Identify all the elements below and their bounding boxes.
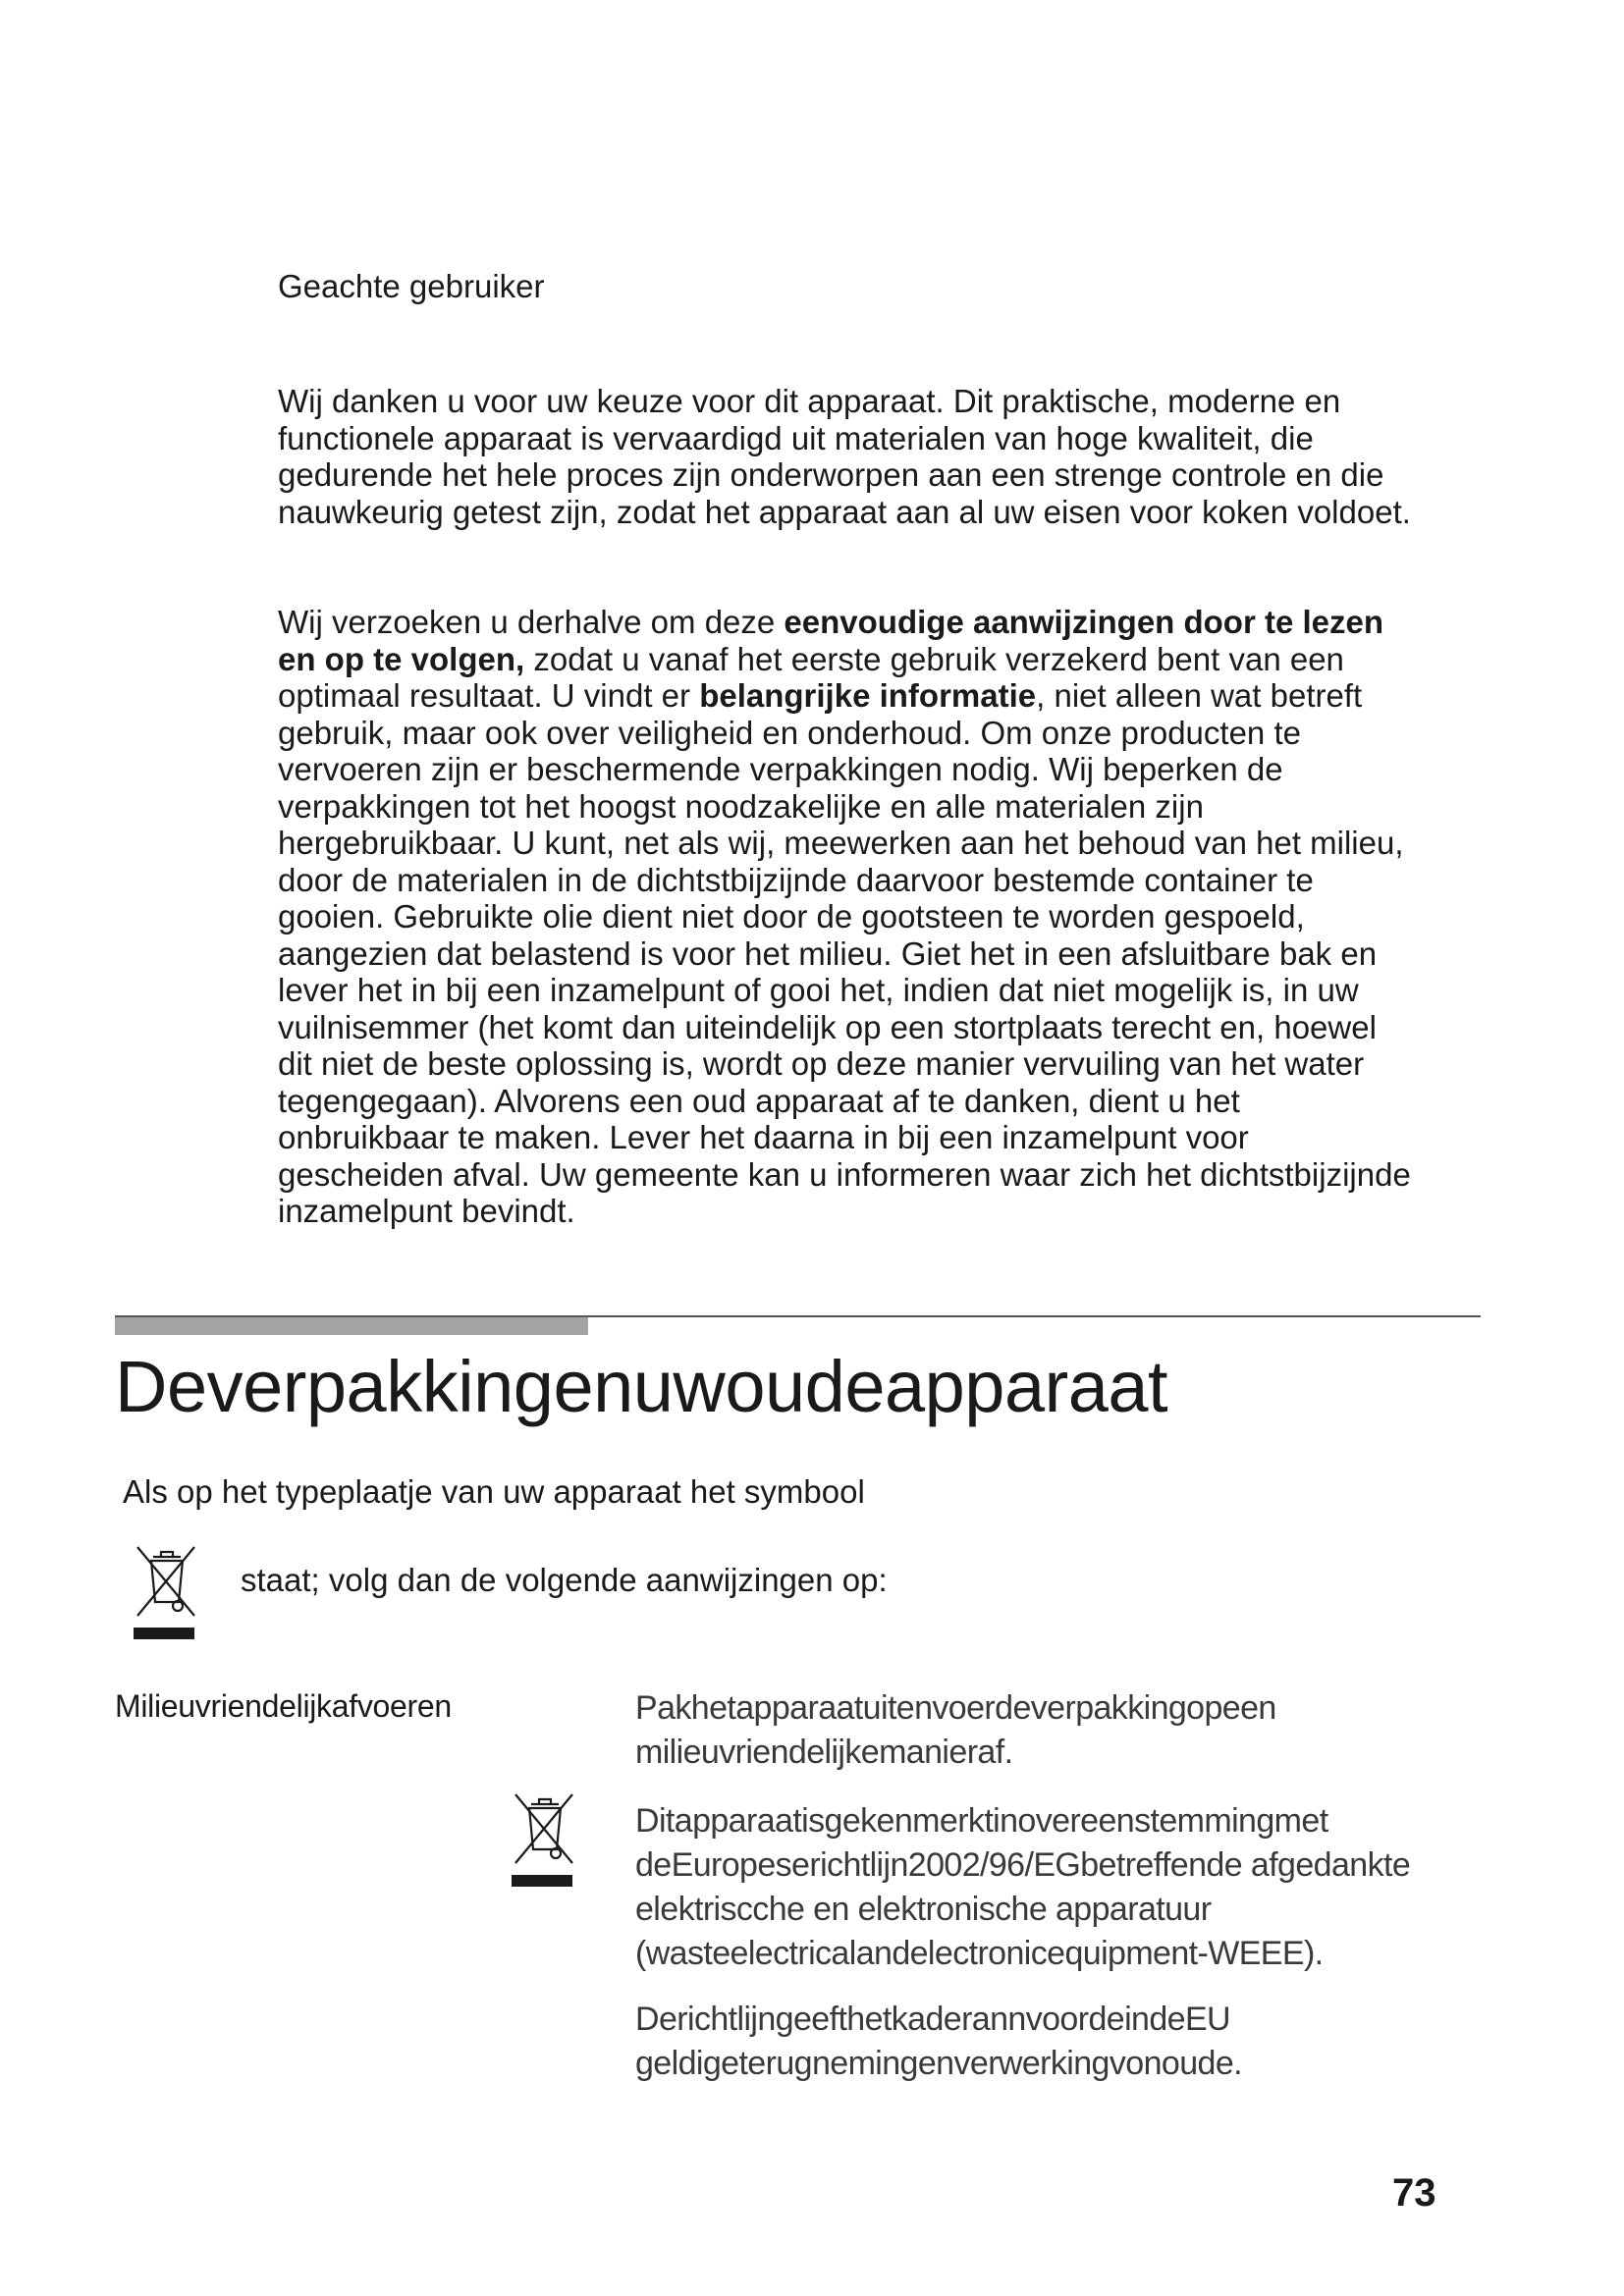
symbol-follow-text: staat; volg dan de volgende aanwijzingen op:: [241, 1562, 888, 1598]
disposal-paragraph-1: Pakhetapparaatuitenvoerdeverpakkingopeen milieuvriendelijkemanieraf.: [635, 1689, 1276, 1771]
side-heading: Milieuvriendelijkafvoeren: [115, 1688, 452, 1724]
page-number: 73: [1392, 2171, 1436, 2215]
intro-paragraph: Wij danken u voor uw keuze voor dit apparaat. Dit praktische, moderne en functionele apparaat is vervaardigd uit materialen van hoge kwaliteit, die gedurende het hele proces zijn onderworpen aan een strenge controle en die nauwkeurig getest zijn, zodat het apparaat aan al uw eisen voor koken voldoet.: [278, 383, 1411, 530]
section-title: Deverpakkingenuwoudeapparaat: [115, 1346, 1168, 1427]
crossed-out-wheelie-bin-icon: [508, 1789, 578, 1891]
symbol-intro-text: Als op het typeplaatje van uw apparaat het symbool: [123, 1473, 865, 1510]
body-text-part1: Wij verzoeken u derhalve om deze: [278, 604, 785, 640]
body-text-part3: , niet alleen wat betreft gebruik, maar ook over veiligheid en onderhoud. Om onze producten te vervoeren zijn er beschermende verpakkingen nodig. Wij beperken de verpakkingen tot het hoogst noodzakelijke en alle materialen zijn hergebruikbaar. U kunt, net als wij, meewerken aan het behoud van het milieu, door de materialen in de dichtstbijzijnde daarvoor bestemde container te gooien. Gebruikte olie dient niet door de gootsteen te worden gespoeld, aangezien dat belastend is voor het milieu. Giet het in een afsluitbare bak en lever het in bij een inzamelpunt of gooi het, indien dat niet mogelijk is, in uw vuilnisemmer (het komt dan uiteindelijk op een stortplaats terecht en, hoewel dit niet de beste oplossing is, wordt op deze manier vervuiling van het water tegengegaan). Alvorens een oud apparaat af te danken, dient u het onbruikbaar te maken. Lever het daarna in bij een inzamelpunt voor gescheiden afval. Uw gemeente kan u informeren waar zich het dichtstbijzijnde inzamelpunt bevindt.: [278, 677, 1411, 1229]
greeting: Geachte gebruiker: [278, 268, 545, 304]
instructions-paragraph: [278, 604, 1417, 1230]
section-divider-accent: [115, 1317, 588, 1335]
body-text-bold1: eenvoudige aanwijzingen door te lezen en op te volgen,: [278, 604, 1384, 677]
disposal-paragraph-3: DerichtlijngeefthetkaderannvoordeindeEU geldigeterugnemingenverwerkingvonoude.: [635, 2001, 1242, 2082]
body-text-bold2: belangrijke informatie: [699, 677, 1037, 714]
disposal-paragraph-2: Ditapparaatisgekenmerktinovereenstemmingmet deEuropeserichtlijn2002/96/EGbetreffende afgedankte elektriscche en elektronische apparatuur (wasteelectricalandelectronicequipment-WEEE).: [635, 1802, 1411, 1972]
crossed-out-wheelie-bin-icon: [130, 1541, 200, 1643]
body-text-part2: zodat u vanaf het eerste gebruik verzekerd bent van een optimaal resultaat. U vindt er: [278, 640, 1344, 714]
